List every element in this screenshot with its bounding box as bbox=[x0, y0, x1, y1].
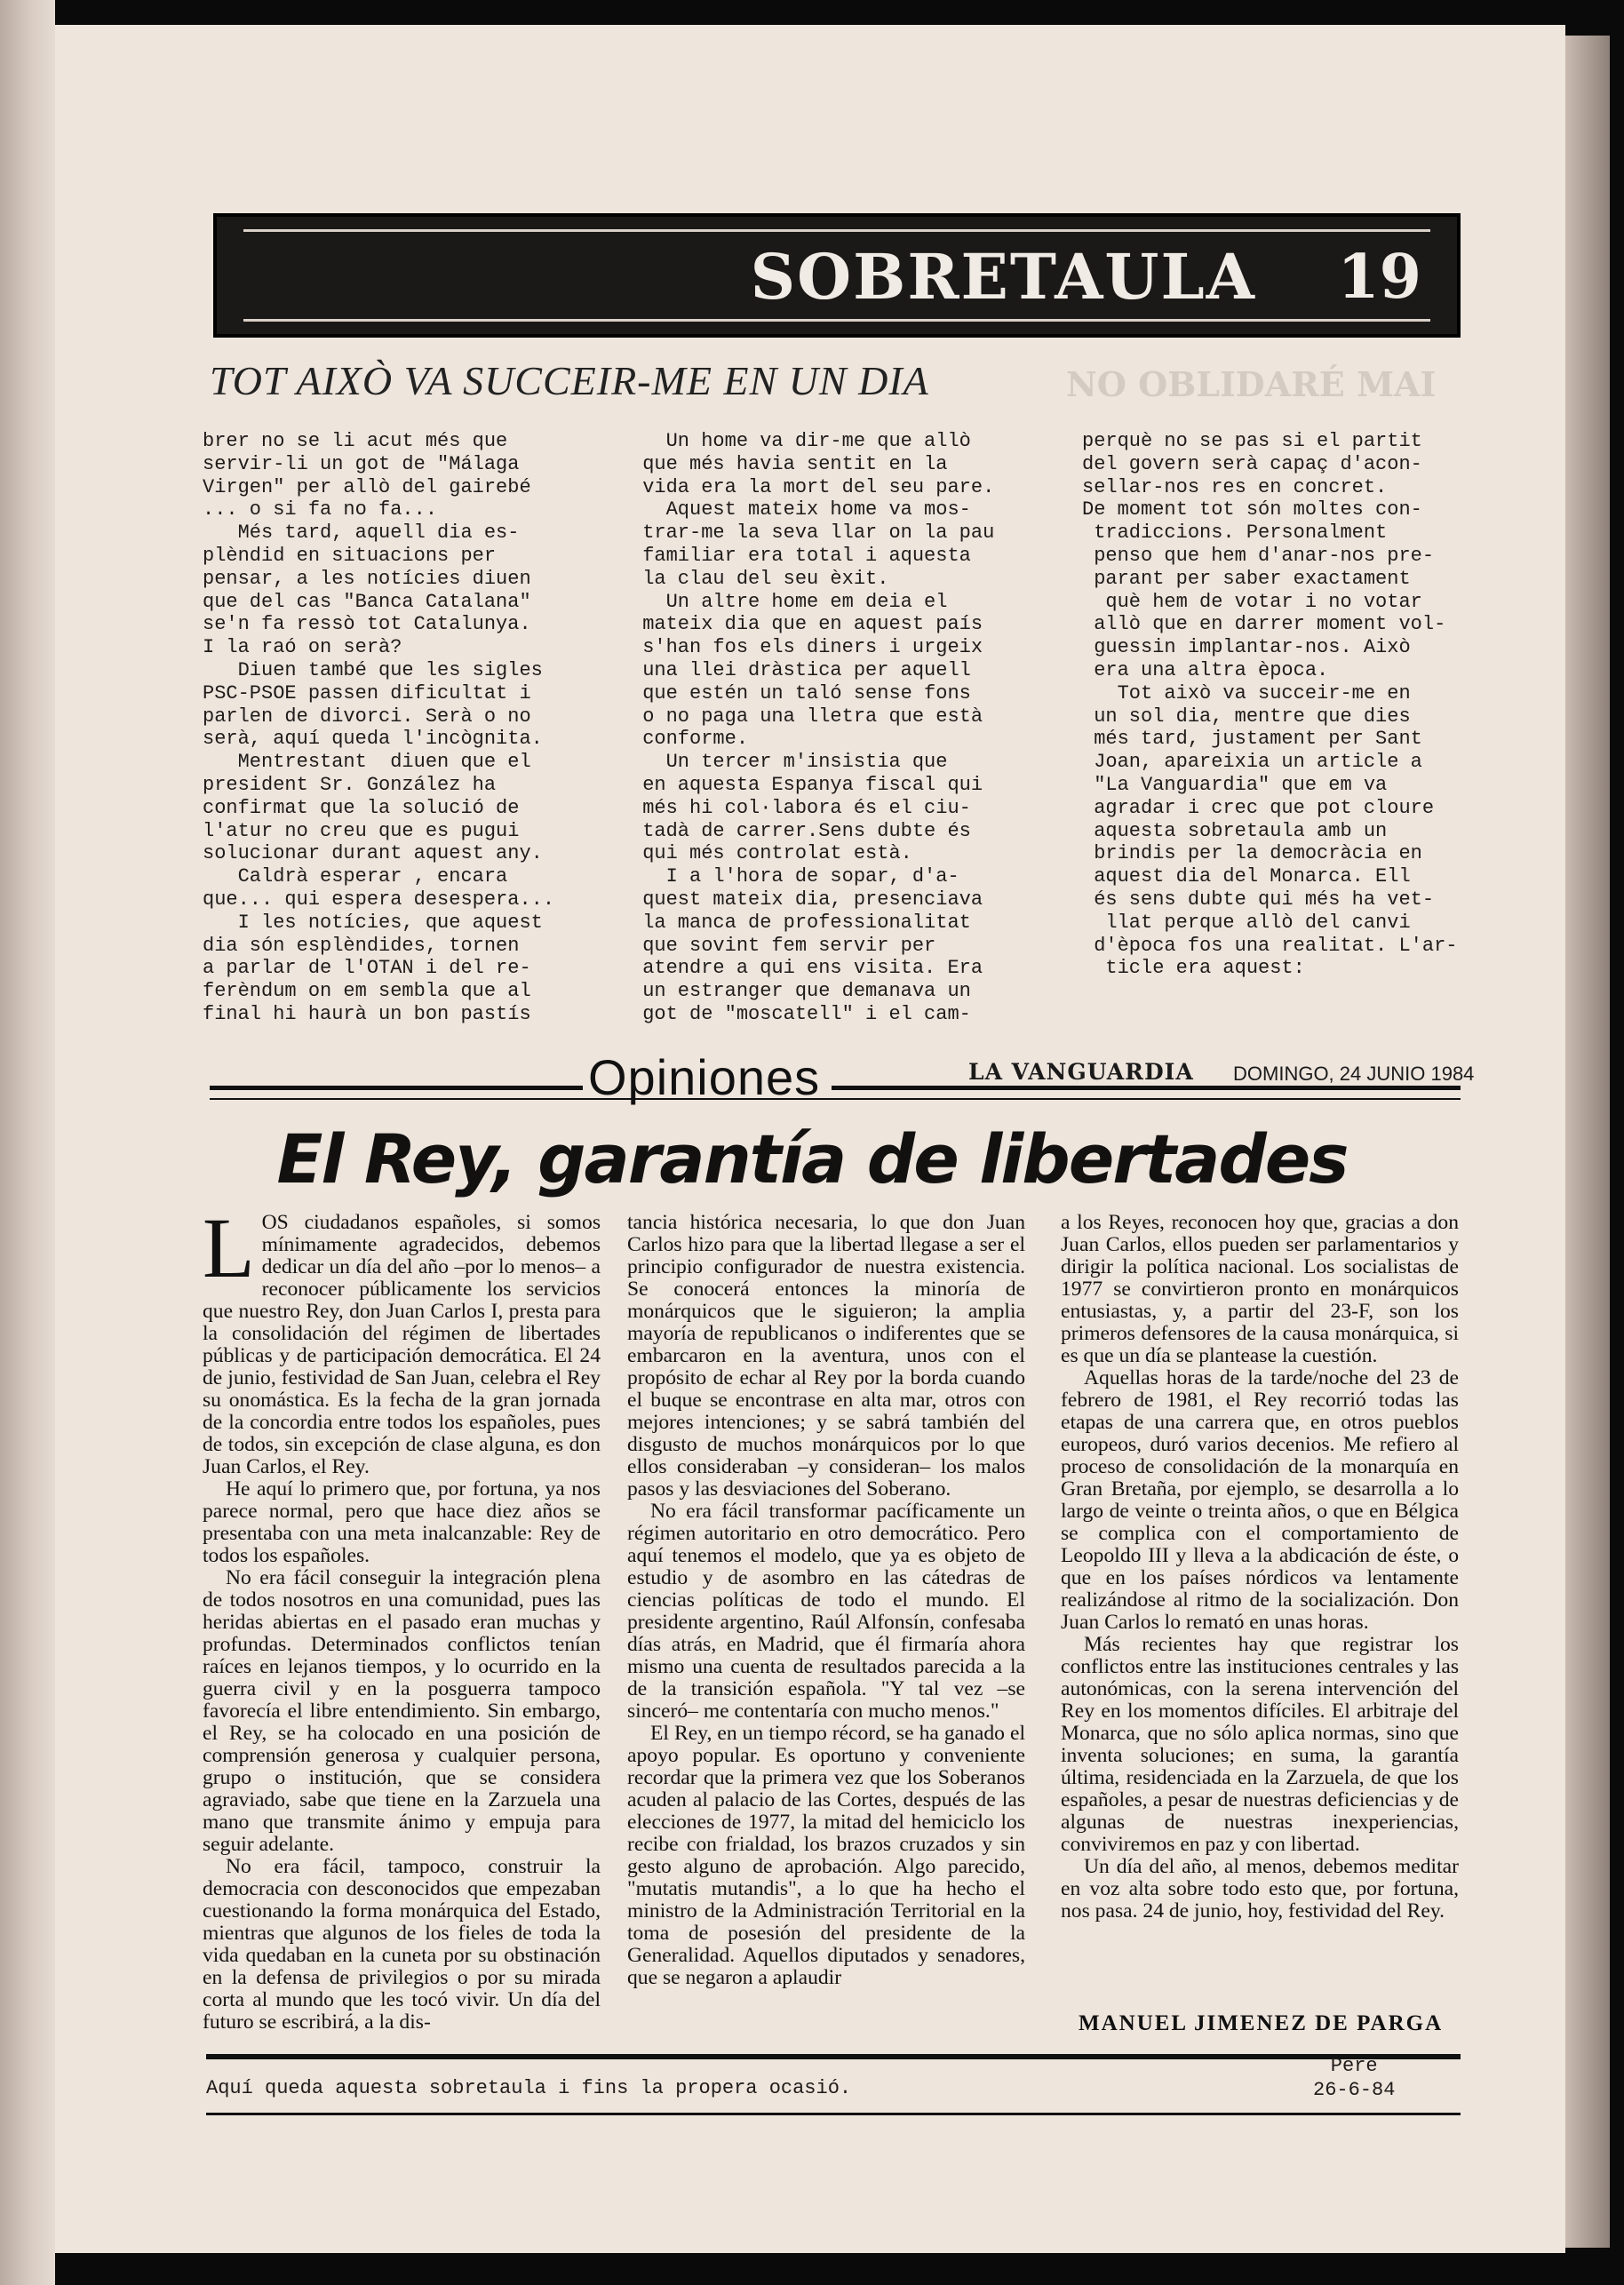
opiniones-rule-left bbox=[210, 1086, 583, 1090]
paragraph: No era fácil transformar pacíficamente un régimen autoritario en otro democrático. Pero aquí tenemos el modelo, que ya es objeto de estudio y de asombro en las cátedras de ciencias políticas de todo el mundo. El presidente argentino, Raúl Alfonsín, confesaba días atrás, en Madrid, que él firmaría ahora mismo una cuenta de resultados parecida a la de la transición española. "Y tal vez –se sinceró– me contentaría con mucho menos." bbox=[627, 1500, 1025, 1723]
paragraph: OS ciudadanos españoles, si somos mínimamente agradecidos, debemos dedicar un día del año –por lo menos– a reconocer públicamente los servicios que nuestro Rey, don Juan Carlos I, presta para la consolidación del régimen de libertades públicas y de participación democrática. El 24 de junio, festividad de San Juan, celebra el Rey su onomástica. Es la fecha de la gran jornada de la concordia entre todos los españoles, pues de todos, sin excepción de clase alguna, es don Juan Carlos, el Rey. bbox=[203, 1211, 601, 1478]
author-signature: MANUEL JIMENEZ DE PARGA bbox=[1079, 2011, 1444, 2035]
clipping-column-3 bbox=[1061, 1212, 1459, 1923]
section-title: SOBRETAULA bbox=[750, 240, 1256, 314]
paragraph: No era fácil conseguir la integración plena de todos nosotros en una comunidad, pues las heridas abiertas en el pasado eran muchas y profundas. Determinados conflictos tenían raíces en lejanos tiempos, y lo ocurrido en la guerra civil y en la posguerra tampoco favorecía el libre entendimiento. Sin embargo, el Rey, se ha colocado en una posición de comprensión generosa y cualquier persona, grupo o institución, que se considera agraviado, sabe que tiene en la Zarzuela una mano que transmite ánimo y empuja para seguir adelante. bbox=[203, 1566, 601, 1856]
footer-signature bbox=[1313, 2054, 1395, 2102]
paragraph: No era fácil, tampoco, construir la democracia con desconocidos que empezaban cuestionando la forma monárquica del Estado, mientras que algunos de los fieles de toda la vida quedaban en la cuneta por su obstinación en la defensa de privilegios o por su mirada corta al mundo que les tocó vivir. Un día del futuro se escribirá, a la dis- bbox=[203, 1855, 601, 2034]
newspaper-date: DOMINGO, 24 JUNIO 1984 bbox=[1233, 1063, 1475, 1085]
paragraph: El Rey, en un tiempo récord, se ha ganado el apoyo popular. Es oportuno y conveniente recordar que la primera vez que los Soberanos acuden al palacio de las Cortes, después de las elecciones de 1977, la mitad del hemiciclo los recibe con frialdad, los brazos cruzados y sin gesto alguno de aprobación. Algo parecido, "mutatis mutandis", a lo que ha hecho el ministro de la Administración Territorial en la toma de posesión del presidente de la Generalidad. Aquellos diputados y senadores, que se negaron a aplaudir bbox=[627, 1722, 1025, 1989]
opiniones-rule-under bbox=[210, 1098, 1461, 1100]
article-title: TOT AIXÒ VA SUCCEIR-ME EN UN DIA bbox=[210, 358, 929, 403]
paragraph: a los Reyes, reconocen hoy que, gracias a don Juan Carlos, ellos pueden ser parlamentarios y dirigir la política nacional. Los socialistas de 1977 se convirtieron pronto en monárquicos entusiastas, y, a partir del 23-F, son los primeros defensores de la causa monárquica, si es que un día se plantease la cuestión. bbox=[1061, 1211, 1459, 1367]
paragraph: Aquellas horas de la tarde/noche del 23 de febrero de 1981, el Rey recorrió todas las etapas de una carrera que, en otros pueblos europeos, duró varios decenios. Me refiero al proceso de consolidación de la monarquía en Gran Bretaña, por ejemplo, se desarrolla a lo largo de veinte o treinta años, o que en Bélgica se complica con el comportamiento de Leopoldo III y lleva a la abdicación de éste, o que en los países nórdicos va lentamente realizándose al ritmo de la socialización. Don Juan Carlos lo remató en unas horas. bbox=[1061, 1366, 1459, 1634]
opiniones-rule-right bbox=[832, 1086, 1461, 1090]
newspaper-name: LA VANGUARDIA bbox=[968, 1059, 1194, 1085]
drop-cap: L bbox=[203, 1200, 255, 1295]
article-column-1: brer no se li acut més que servir-li un got de "Málaga Virgen" per allò del gairebé ... o si fa no fa... Més tard, aquell dia es- plèndid en situacions per pensar, a les notícies diuen que del cas "Banca Catalana" se'n fa ressò tot Catalunya. I la raó on serà? Diuen també que les sigles PSC-PSOE passen dificultat i parlen de divorci. Serà o no serà, aquí queda l'incògnita. Mentrestant diuen que el president Sr. González ha confirmat que la solució de l'atur no creu que es pugui solucionar durant aquest any. Caldrà esperar , encara que... qui espera desespera... I les notícies, que aquest dia són esplèndides, tornen a parlar de l'OTAN i del re- ferèndum on em sembla que al final hi haurà un bon pastís bbox=[203, 430, 555, 1025]
signature-name: Pere bbox=[1330, 2055, 1378, 2077]
signature-date: 26-6-84 bbox=[1313, 2079, 1396, 2101]
article-column-3: perquè no se pas si el partit del govern serà capaç d'acon- sellar-nos res en concret. De moment tot són moltes con- tradiccions. Personalment penso que hem d'anar-nos pre- parant per saber exactament què hem de votar i no votar allò que en darrer moment vol- guessin implantar-nos. Això era una altra època. Tot això va succeir-me en un sol dia, mentre que dies més tard, justament per Sant Joan, apareixia un article a "La Vanguardia" que em va agradar i crec que pot cloure aquesta sobretaula amb un brindis per la democràcia en aquest dia del Monarca. Ell és sens dubte qui més ha vet- llat perque allò del canvi d'època fos una realitat. L'ar- ticle era aquest: bbox=[1082, 430, 1458, 980]
paragraph: Más recientes hay que registrar los conflictos entre las instituciones centrales y las autonómicas, con la serena intervención del Rey en los momentos difíciles. El arbitraje del Monarca, que no sólo aplica normas, sino que inventa soluciones; en suma, la garantía última, residenciada en la Zarzuela, de que los españoles, a pesar de nuestras deficiencias y de algunas de nuestras inexperiencias, conviviremos en paz y con libertad. bbox=[1061, 1633, 1459, 1856]
paragraph: Un día del año, al menos, debemos meditar en voz alta sobre todo esto que, por fortuna, nos pasa. 24 de junio, hoy, festividad del Rey. bbox=[1061, 1855, 1459, 1923]
bleed-through-title: NO OBLIDARÉ MAI bbox=[1066, 364, 1437, 404]
clipping-headline: El Rey, garantía de libertades bbox=[276, 1119, 1348, 1198]
closing-line: Aquí queda aquesta sobretaula i fins la propera ocasió. bbox=[206, 2077, 852, 2099]
article-column-2: Un home va dir-me que allò que més havia sentit en la vida era la mort del seu pare. Aquest mateix home va mos- trar-me la seva llar on la pau familiar era total i aquesta la clau del seu èxit. Un altre home em deia el mateix dia que en aquest país s'han fos els diners i urgeix una llei dràstica per aquell que estén un taló sense fons o no paga una lletra que està conforme. Un tercer m'insistia que en aquesta Espanya fiscal qui més hi col·labora és el ciu- tadà de carrer.Sens dubte és qui més controlat està. I a l'hora de sopar, d'a- quest mateix dia, presenciava la manca de professionalitat que sovint fem servir per atendre a qui ens visita. Era un estranger que demanava un got de "moscatell" i el cam- bbox=[642, 430, 995, 1025]
paragraph: tancia histórica necesaria, lo que don Juan Carlos hizo para que la libertad llegase a ser el principio configurador de nuestra existencia. Se conocerá entonces la minoría de monárquicos que le siguieron; la amplia mayoría de republicanos o indiferentes que se embarcaron en la aventura, unos con el propósito de echar al Rey por la borda cuando el buque se encontrase en alta mar, otros con mejores intenciones; y se sabrá también del disgusto de muchos monárquicos por lo que ellos consideraban –y consideran– los malos pasos y las desviaciones del Soberano. bbox=[627, 1211, 1025, 1501]
paragraph: He aquí lo primero que, por fortuna, ya nos parece normal, pero que hace diez años se presentaba con una meta inalcanzable: Rey de todos los españoles. bbox=[203, 1477, 601, 1567]
clipping-column-2 bbox=[627, 1212, 1025, 1989]
footer-rule-bottom bbox=[206, 2113, 1461, 2115]
clipping-column-1 bbox=[203, 1200, 601, 2034]
page-number: 19 bbox=[1337, 242, 1421, 313]
section-header bbox=[213, 213, 1461, 338]
opiniones-section: Opiniones bbox=[588, 1049, 821, 1105]
footer-rule-top bbox=[206, 2054, 1461, 2059]
